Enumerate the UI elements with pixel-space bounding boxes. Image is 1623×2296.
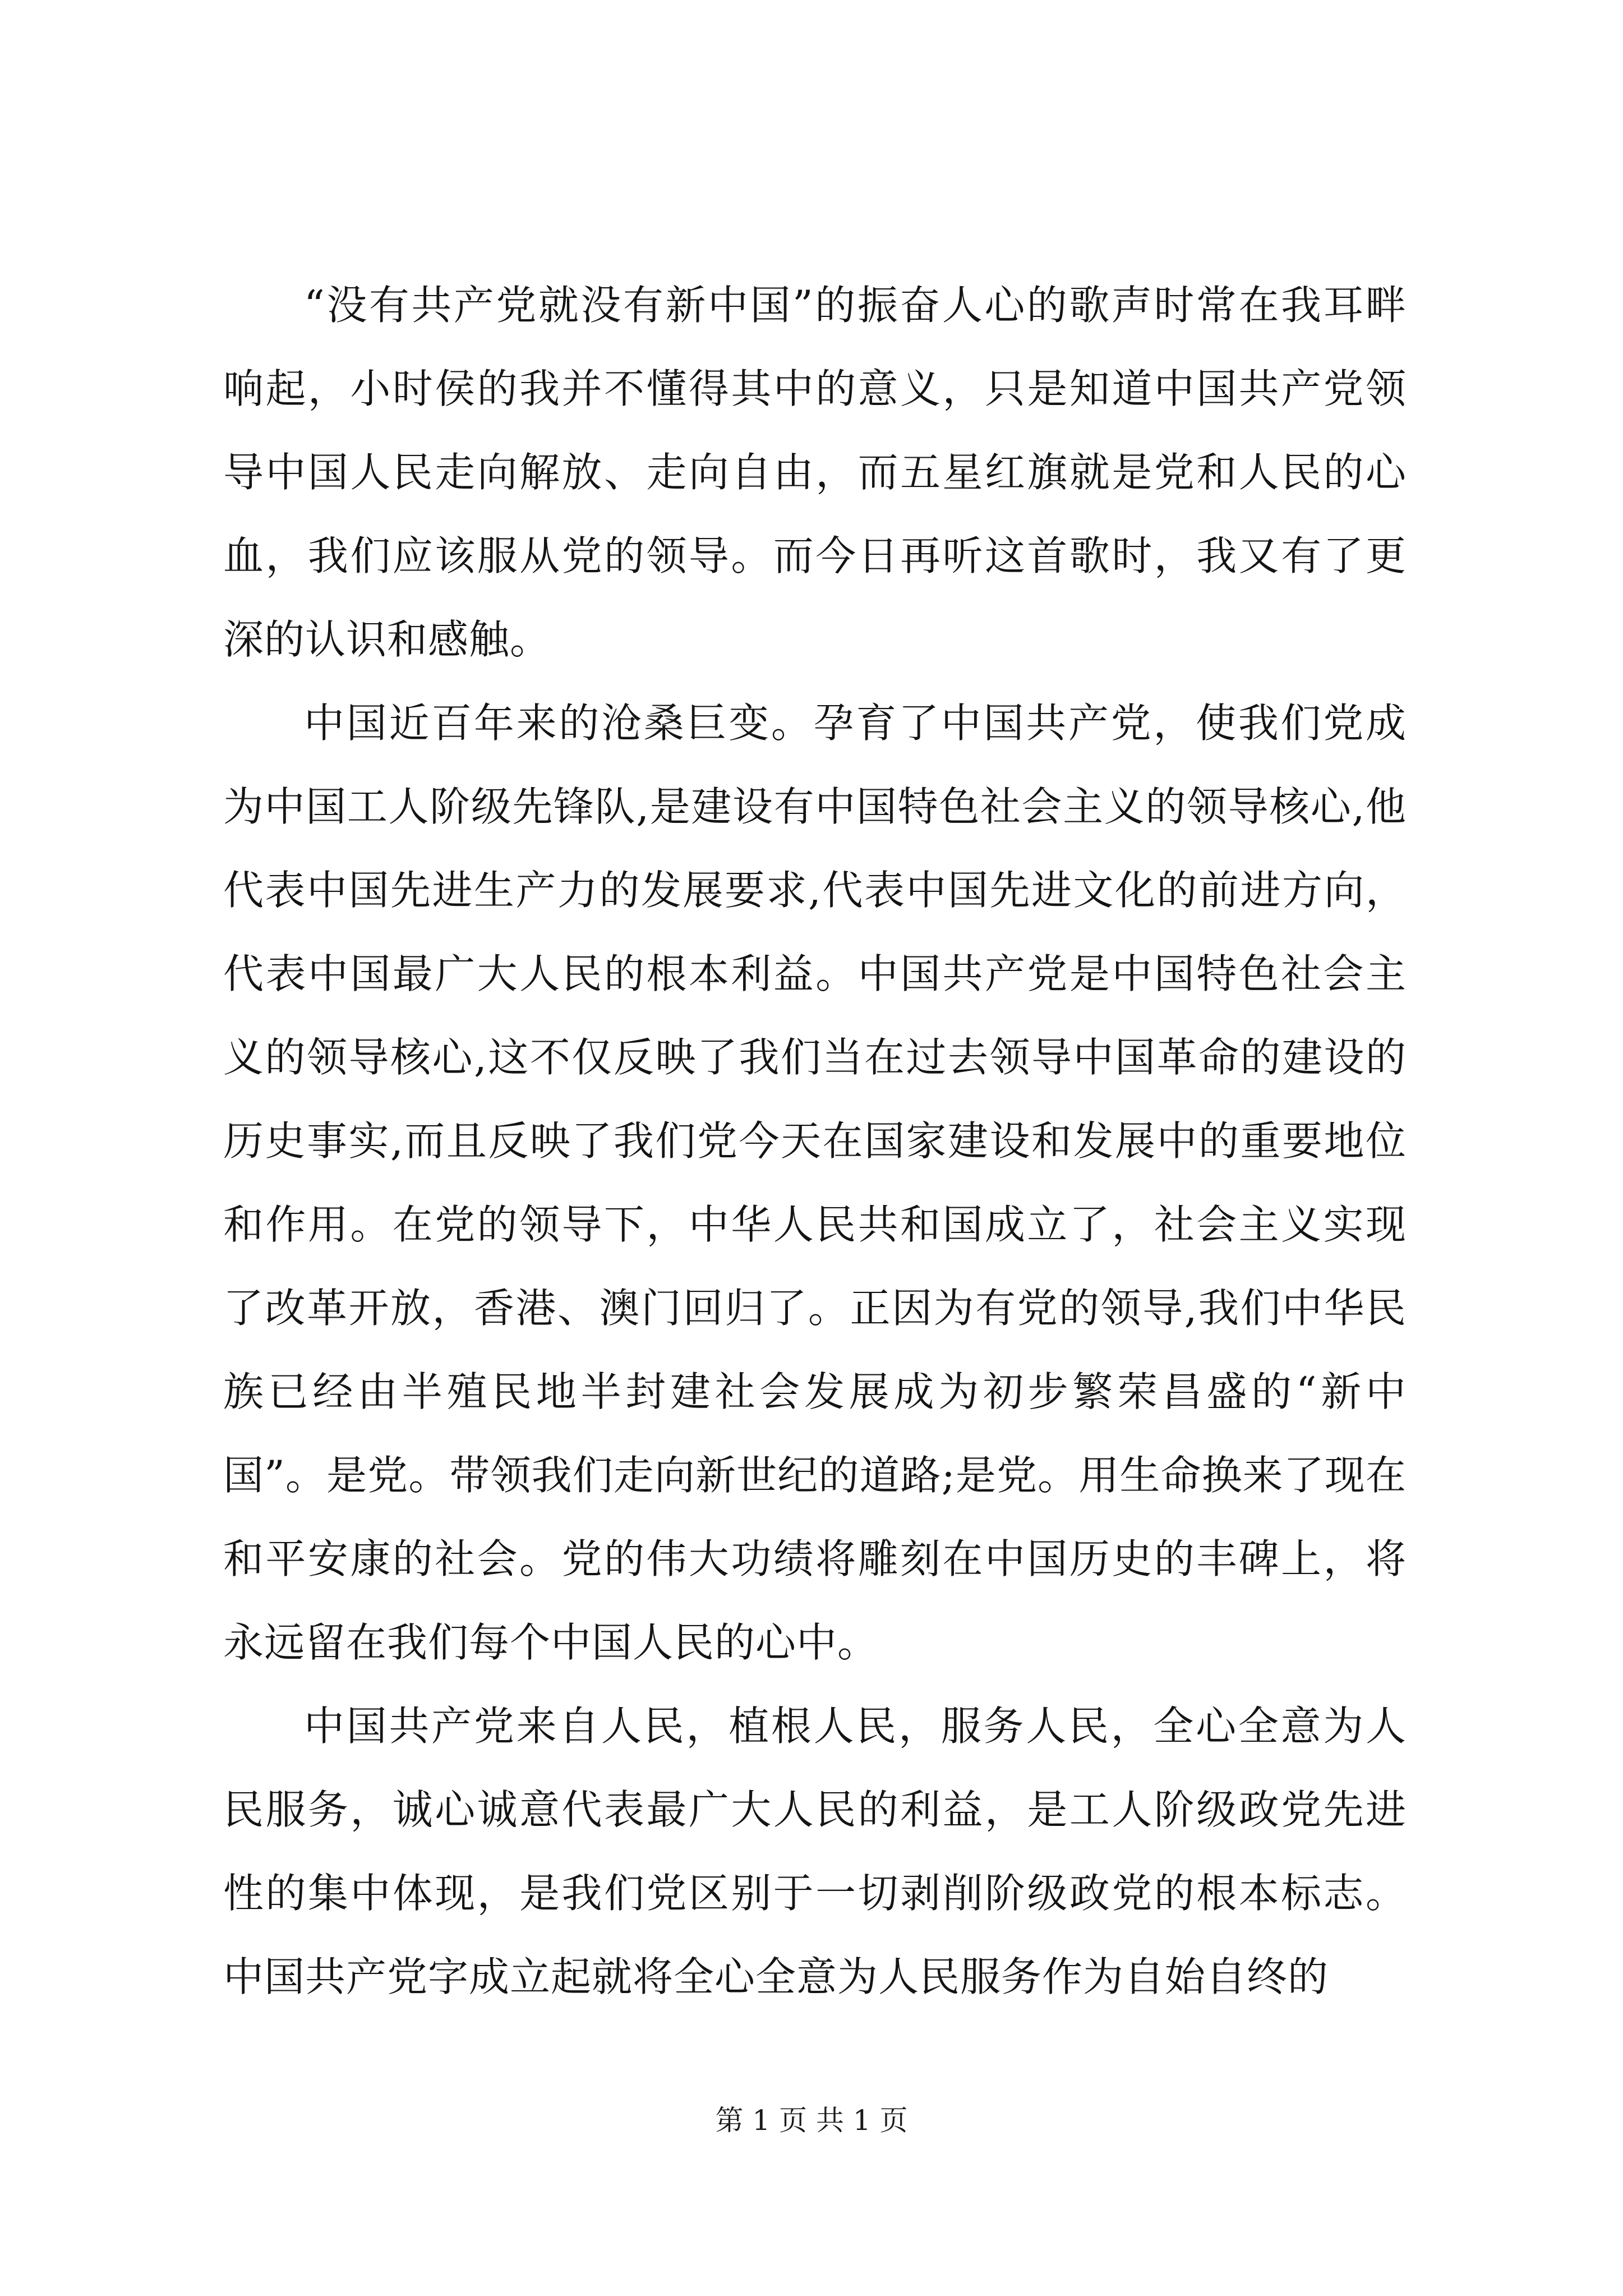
document-body [223, 264, 1407, 2019]
paragraph-1: “没有共产党就没有新中国”的振奋人心的歌声时常在我耳畔响起，小时侯的我并不懂得其中的意义，只是知道中国共产党领导中国人民走向解放、走向自由，而五星红旗就是党和人民的心血，我们应该服从党的领导。而今日再听这首歌时，我又有了更深的认识和感触。 [223, 282, 1407, 663]
page-number-footer: 第 1 页 共 1 页 [715, 2104, 908, 2137]
paragraph-3: 中国共产党来自人民，植根人民，服务人民，全心全意为人民服务，诚心诚意代表最广大人民的利益，是工人阶级政党先进性的集中体现，是我们党区别于一切剥削阶级政党的根本标志。中国共产党字成立起就将全心全意为人民服务作为自始自终的 [223, 1703, 1407, 2000]
paragraph-2: 中国近百年来的沧桑巨变。孕育了中国共产党，使我们党成为中国工人阶级先锋队,是建设有中国特色社会主义的领导核心,他代表中国先进生产力的发展要求,代表中国先进文化的前进方向，代表中国最广大人民的根本利益。中国共产党是中国特色社会主义的领导核心,这不仅反映了我们当在过去领导中国革命的建设的历史事实,而且反映了我们党今天在国家建设和发展中的重要地位和作用。在党的领导下，中华人民共和国成立了，社会主义实现了改革开放，香港、澳门回归了。正因为有党的领导,我们中华民族已经由半殖民地半封建社会发展成为初步繁荣昌盛的“新中国”。是党。带领我们走向新世纪的道路;是党。用生命换来了现在和平安康的社会。党的伟大功绩将雕刻在中国历史的丰碑上，将永远留在我们每个中国人民的心中。 [223, 700, 1407, 1666]
